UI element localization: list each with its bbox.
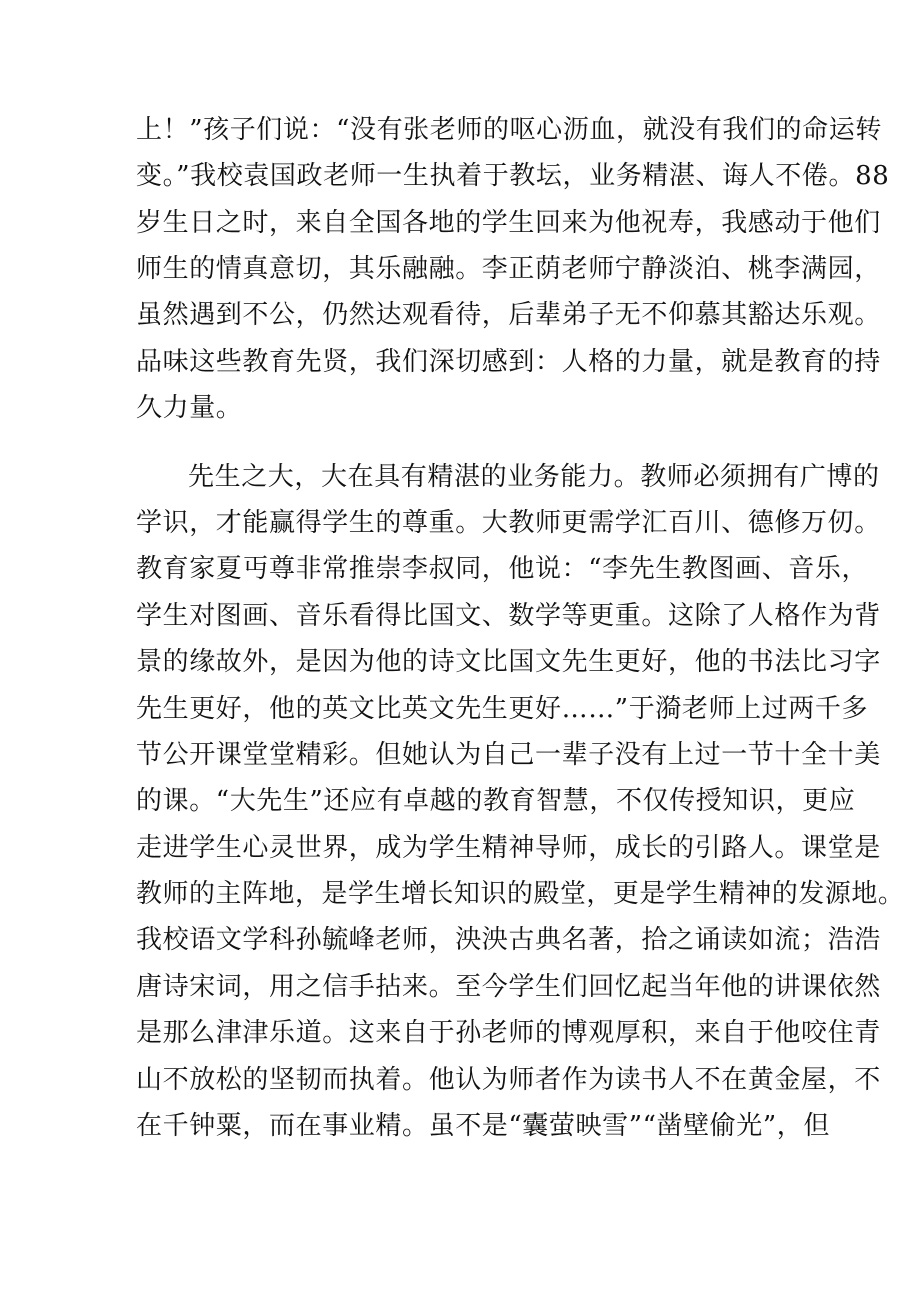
text-line: 教师的主阵地，是学生增长知识的殿堂，更是学生精神的发源地。 [136, 879, 905, 909]
text-line: 岁生日之时，来自全国各地的学生回来为他祝寿，我感动于他们 [136, 208, 881, 238]
paragraph-first-line: 先生之大，大在具有精湛的业务能力。教师必须拥有广博的 [188, 462, 880, 492]
text-line: 师生的情真意切，其乐融融。李正荫老师宁静淡泊、桃李满园， [136, 254, 881, 284]
text-line: 走进学生心灵世界，成为学生精神导师，成长的引路人。课堂是 [136, 833, 881, 863]
text-line: 虽然遇到不公，仍然达观看待，后辈弟子无不仰慕其豁达乐观。 [136, 300, 881, 330]
text-line: 我校语文学科孙毓峰老师，泱泱古典名著，拾之诵读如流；浩浩 [136, 925, 881, 955]
text-line: 久力量。 [136, 393, 243, 423]
text-line: 景的缘故外，是因为他的诗文比国文先生更好，他的书法比习字 [136, 647, 881, 677]
text-line: 唐诗宋词，用之信手拈来。至今学生们回忆起当年他的讲课依然 [136, 972, 881, 1002]
text-line: 的课。“大先生”还应有卓越的教育智慧，不仅传授知识，更应 [136, 786, 856, 816]
text-line: 变。”我校袁国政老师一生执着于教坛，业务精湛、诲人不倦。88 [136, 161, 890, 191]
text-line: 学生对图画、音乐看得比国文、数学等更重。这除了人格作为背 [136, 601, 881, 631]
text-line: 是那么津津乐道。这来自于孙老师的博观厚积，来自于他咬住青 [136, 1018, 881, 1048]
text-line: 品味这些教育先贤，我们深切感到：人格的力量，就是教育的持 [136, 347, 881, 377]
text-line: 上！”孩子们说：“没有张老师的呕心沥血，就没有我们的命运转 [136, 115, 882, 145]
text-line: 在千钟粟，而在事业精。虽不是“囊萤映雪”“凿壁偷光”，但 [136, 1111, 830, 1141]
text-line: 学识，才能赢得学生的尊重。大教师更需学汇百川、德修万仞。 [136, 508, 881, 538]
text-line: 教育家夏丏尊非常推崇李叔同，他说：“李先生教图画、音乐， [136, 554, 869, 584]
text-line: 山不放松的坚韧而执着。他认为师者作为读书人不在黄金屋，不 [136, 1065, 881, 1095]
text-line: 节公开课堂堂精彩。但她认为自己一辈子没有上过一节十全十美 [136, 740, 881, 770]
text-line: 先生更好，他的英文比英文先生更好……”于漪老师上过两千多 [136, 694, 869, 724]
